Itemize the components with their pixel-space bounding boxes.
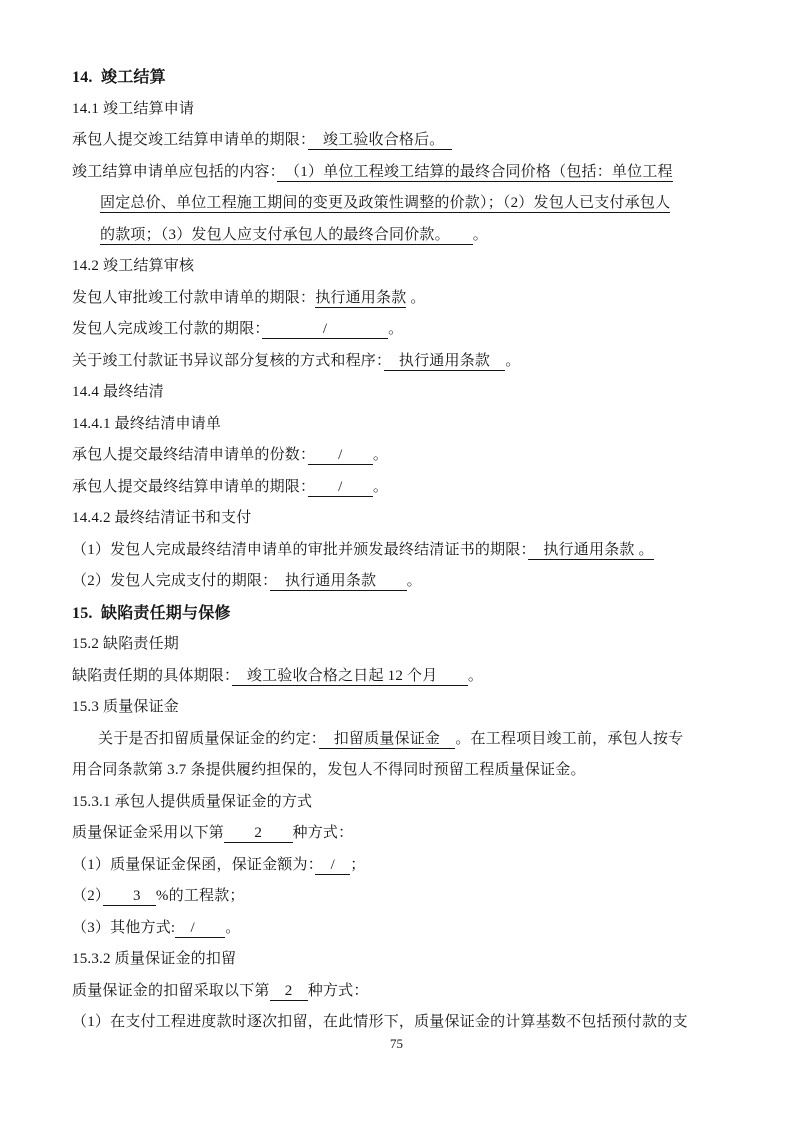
clause-text: 。 (505, 352, 521, 369)
clause-line (72, 850, 733, 882)
clause-line (72, 1007, 733, 1039)
clause-line (72, 346, 733, 378)
fill-in-blank: / (175, 919, 226, 936)
clause-text: 质量保证金的扣留采取以下第 (72, 982, 270, 999)
fill-in-blank: （1）单位工程竣工结算的最终合同价格（包括：单位工程 (277, 163, 673, 180)
clause-text: （2） (72, 888, 103, 904)
fill-in-blank: 执行通用条款 (315, 289, 407, 306)
clause-line (72, 157, 733, 189)
fill-in-blank: 执行通用条款 (383, 352, 506, 369)
clause-text: （1）发包人完成最终结清申请单的审批并颁发最终结清证书的期限： (72, 541, 529, 558)
heading-14-4-2 (72, 503, 733, 535)
clause-text: 14.4.2 最终结清证书和支付 (72, 510, 252, 526)
clause-line (72, 220, 733, 252)
clause-text: ； (350, 856, 366, 873)
clause-line (72, 125, 733, 157)
heading-15-3-1 (72, 787, 733, 819)
clause-text: 用合同条款第 3.7 条提供履约担保的，发包人不得同时预留工程质量保证金。 (72, 762, 586, 778)
clause-text: 。 (406, 289, 426, 306)
clause-line (72, 472, 733, 504)
clause-text: 。 (388, 321, 404, 337)
fill-in-blank: 竣工验收合格之日起 12 个月 (231, 667, 468, 684)
heading-14-1 (72, 94, 733, 126)
heading-14-2 (72, 251, 733, 283)
fill-in-blank: / (315, 856, 351, 873)
clause-text: 。 (472, 226, 488, 243)
clause-text: （2）发包人完成支付的期限： (72, 573, 270, 589)
fill-in-blank: 的款项；（3）发包人应支付承包人的最终合同价款。 (100, 226, 473, 243)
clause-text: 。 (467, 667, 484, 684)
fill-in-blank: 竣工验收合格后。 (307, 132, 453, 148)
clause-line (72, 976, 733, 1008)
clause-text: %的工程款； (155, 888, 245, 904)
clause-text: 。 (406, 573, 422, 589)
clause-line (72, 188, 733, 220)
clause-text: 14.4.1 最终结清申请单 (72, 415, 222, 432)
clause-text: 承包人提交竣工结算申请单的期限： (72, 132, 308, 148)
clause-text: 关于竣工付款证书异议部分复核的方式和程序： (72, 352, 384, 369)
heading-15-3-2 (72, 944, 733, 976)
clause-line (72, 566, 733, 598)
clause-text: 15.3.2 质量保证金的扣留 (72, 951, 237, 967)
heading-15-3 (72, 692, 733, 724)
heading-14-4-1 (72, 409, 733, 441)
clause-text: 14.1 竣工结算申请 (72, 100, 195, 117)
clause-text: 竣工结算申请单应包括的内容： (72, 163, 278, 180)
clause-text: 种方式： (307, 982, 369, 999)
fill-in-blank: / (307, 447, 373, 463)
clause-text: 发包人审批竣工付款申请单的期限： (72, 289, 316, 306)
clause-text: 。 (225, 919, 241, 936)
clause-text: （1）在支付工程进度款时逐次扣留，在此情形下，质量保证金的计算基数不包括预付款的支 (72, 1014, 688, 1030)
clause-text: 。 (372, 478, 389, 495)
fill-in-blank: / (307, 478, 373, 495)
clause-line (72, 661, 733, 693)
clause-text: 关于是否扣留质量保证金的约定： (98, 730, 319, 747)
clause-line (72, 724, 733, 756)
heading-14-4 (72, 377, 733, 409)
clause-line (72, 881, 733, 913)
fill-in-blank: 执行通用条款 (269, 573, 407, 589)
page-number: 75 (390, 1036, 403, 1051)
clause-text: 发包人完成竣工付款的期限： (72, 321, 263, 337)
clause-line (72, 314, 733, 346)
fill-in-blank: 3 (102, 888, 156, 904)
clause-text: （3）其他方式: (72, 919, 176, 936)
clause-text: 质量保证金采用以下第 (72, 825, 225, 841)
clause-text: 。在工程项目竣工前，承包人按专 (455, 730, 684, 747)
fill-in-blank: 2 (224, 825, 293, 841)
clause-text: 14.4 最终结清 (72, 384, 164, 400)
clause-text: 缺陷责任期的具体期限： (72, 667, 232, 684)
clause-text: 。 (372, 447, 389, 463)
fill-in-blank: 执行通用条款 。 (528, 541, 654, 558)
fill-in-blank: 2 (269, 982, 308, 999)
clause-text: 15.3 质量保证金 (72, 699, 180, 715)
fill-in-blank: 固定总价、单位工程施工期间的变更及政策性调整的价款）；（2）发包人已支付承包人 (100, 195, 671, 211)
clause-line (72, 755, 733, 787)
fill-in-blank: / (262, 321, 389, 337)
clause-text: 15. 缺陷责任期与保修 (72, 604, 231, 622)
fill-in-blank: 扣留质量保证金 (318, 730, 456, 747)
clause-text: 承包人提交最终结算申请单的期限： (72, 478, 308, 495)
clause-line (72, 283, 733, 315)
section-heading-15 (72, 598, 733, 630)
clause-text: 14. 竣工结算 (72, 69, 166, 86)
section-heading-14 (72, 62, 733, 94)
clause-text: 承包人提交最终结清申请单的份数： (72, 447, 308, 463)
clause-text: 种方式： (292, 825, 354, 841)
clause-text: 14.2 竣工结算审核 (72, 258, 195, 274)
clause-line (72, 535, 733, 567)
clause-text: （1）质量保证金保函，保证金额为： (72, 856, 316, 873)
clause-line (72, 913, 733, 945)
clause-line (72, 818, 733, 850)
clause-text: 15.3.1 承包人提供质量保证金的方式 (72, 793, 313, 810)
clause-text: 15.2 缺陷责任期 (72, 636, 180, 652)
heading-15-2 (72, 629, 733, 661)
clause-line (72, 440, 733, 472)
